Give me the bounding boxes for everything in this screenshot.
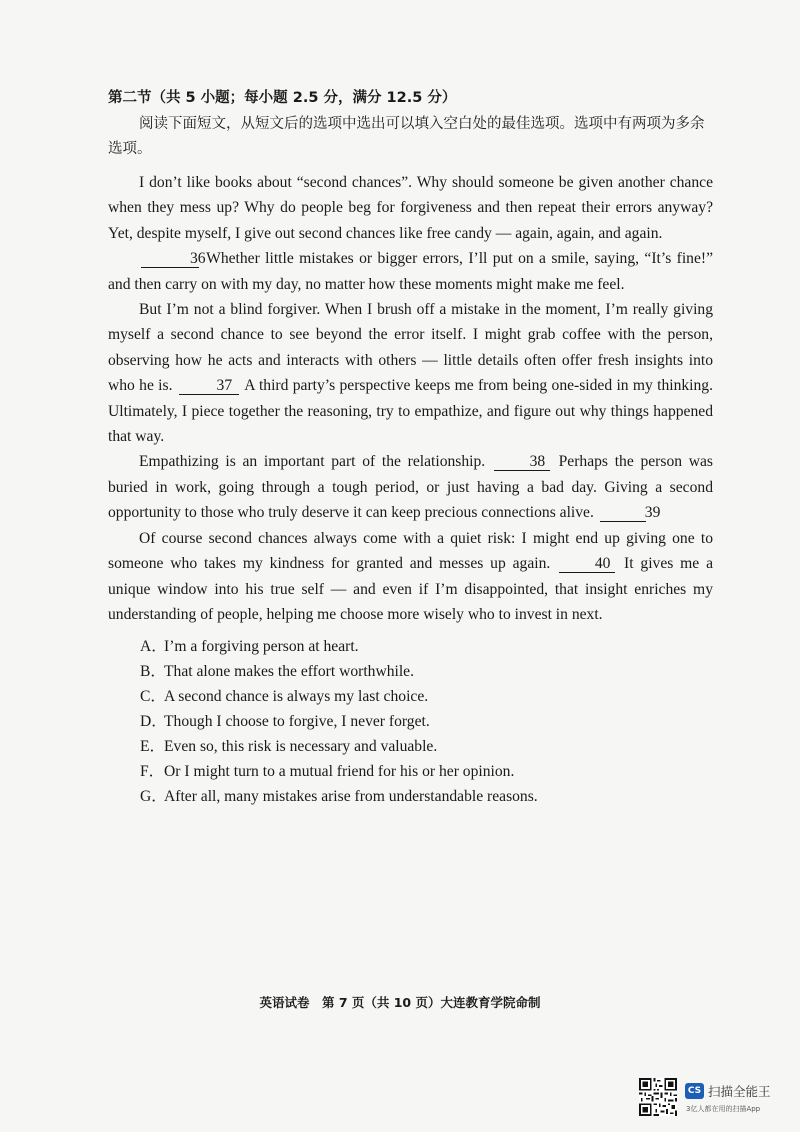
paragraph-3-after: A third party’s perspective keeps me from being one-sided in my thinking. Ultimately, I piece together the reasoning, try to empathize, and figure out why things happened that way. — [108, 377, 714, 446]
option-b — [140, 659, 700, 684]
camscanner-logo-icon: CS — [685, 1083, 704, 1099]
option-letter: G． — [140, 788, 167, 805]
passage — [108, 170, 713, 627]
option-d — [140, 709, 700, 734]
option-a — [140, 634, 700, 659]
option-letter: E． — [140, 738, 166, 755]
paragraph-4-middle: Perhaps the person was buried in work, going through a tough period, or just having a bad day. Giving a second opportunity to those who truly deserve it can keep precious connections alive. — [108, 453, 713, 522]
blank-39: 39 — [600, 504, 646, 522]
paragraph-5-before: Of course second chances always come with a quiet risk: I might end up giving one to someone who takes my kindness for granted and messes up again. — [108, 529, 713, 573]
paragraph-1: I don’t like books about “second chances”. Why should someone be given another chance when they mess up? Why do people beg for forgiveness and then repeat their errors anyway? Yet, despite myself, I give out second chances like free candy — again, again, and again. — [108, 174, 713, 242]
option-letter: D． — [140, 713, 167, 730]
blank-36: 36 — [141, 250, 199, 268]
option-c — [140, 684, 700, 709]
paragraph-2 — [108, 246, 713, 297]
paragraph-2-text: Whether little mistakes or bigger errors, I’ll put on a smile, saying, “It’s fine!” and then carry on with my day, no matter how these moments might make me feel. — [108, 250, 713, 293]
option-letter: A． — [140, 638, 167, 655]
option-text: A second chance is always my last choice. — [164, 688, 429, 705]
paragraph-5 — [108, 526, 713, 628]
camscanner-name: 扫描全能王 — [708, 1084, 771, 1099]
option-text: I’m a forgiving person at heart. — [164, 638, 359, 655]
option-text: That alone makes the effort worthwhile. — [164, 663, 414, 680]
option-g — [140, 784, 700, 809]
option-letter: C． — [140, 688, 166, 705]
option-letter: B． — [140, 663, 166, 680]
paragraph-4-before: Empathizing is an important part of the relationship. — [139, 453, 486, 471]
page-footer: 英语试卷 第 7 页（共 10 页）大连教育学院命制 — [259, 995, 541, 1010]
option-text: Even so, this risk is necessary and valuable. — [164, 738, 438, 755]
options-list — [140, 634, 700, 809]
option-text: Though I choose to forgive, I never forget. — [164, 713, 430, 730]
option-e — [140, 734, 700, 759]
paragraph-4 — [108, 449, 713, 525]
paragraph-3 — [108, 297, 713, 449]
scanner-watermark — [639, 1078, 789, 1118]
paragraph-5-after: It gives me a unique window into his true self — and even if I’m disappointed, that insight enriches my understanding of people, helping me choose more wisely who to invest in next. — [108, 555, 713, 623]
qr-code-icon — [639, 1078, 677, 1116]
blank-37: 37 — [179, 377, 239, 395]
instructions: 阅读下面短文，从短文后的选项中选出可以填入空白处的最佳选项。选项中有两项为多余选项。 — [108, 116, 705, 157]
blank-38: 38 — [494, 453, 550, 471]
option-letter: F． — [140, 763, 165, 780]
paragraph-3-before: But I’m not a blind forgiver. When I brush off a mistake in the moment, I’m really giving myself a second chance to see beyond the error itself. I might grab coffee with the person, observing how he acts and interacts with others — little details often offer fresh insights into who he is. — [108, 301, 713, 395]
option-text: Or I might turn to a mutual friend for his or her opinion. — [164, 763, 515, 780]
camscanner-tagline: 3亿人都在用的扫描App — [686, 1105, 761, 1113]
option-f — [140, 759, 700, 784]
blank-40: 40 — [559, 555, 615, 573]
section-title: 第二节（共 5 小题；每小题 2.5 分，满分 12.5 分） — [108, 90, 457, 106]
option-text: After all, many mistakes arise from understandable reasons. — [164, 788, 538, 805]
